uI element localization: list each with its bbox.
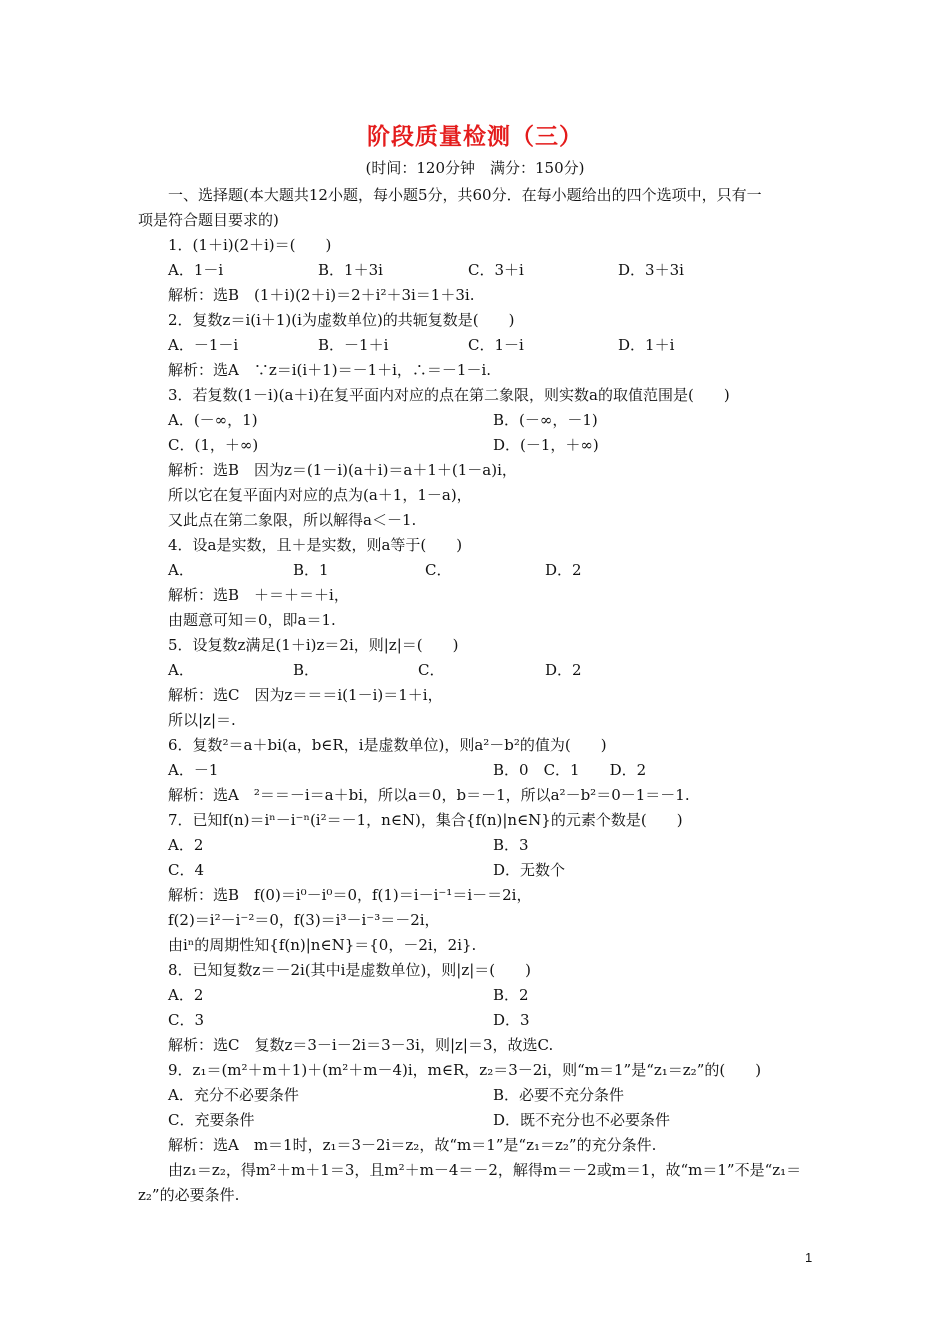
options-row bbox=[138, 858, 818, 883]
option-a: A． bbox=[168, 561, 194, 579]
option-d: D．(－1，＋∞) bbox=[493, 436, 599, 454]
option-c: C．3 bbox=[168, 1011, 205, 1029]
solution: 由z₁＝z₂，得m²＋m＋1＝3，且m²＋m－4＝－2，解得m＝－2或m＝1，故“m＝1”不是“z₁＝ bbox=[168, 1161, 802, 1179]
option-b: B．必要不充分条件 bbox=[493, 1086, 625, 1104]
option-b: B．1 bbox=[293, 561, 329, 579]
option-d: D．2 bbox=[545, 661, 582, 679]
page-number: 1 bbox=[805, 1250, 813, 1265]
option-c: C．(1，＋∞) bbox=[168, 436, 259, 454]
question-stem: 6．复数²＝a＋bi(a，b∈R，i是虚数单位)，则a²－b²的值为( ) bbox=[168, 736, 607, 754]
option-c: C．4 bbox=[168, 861, 205, 879]
solution: 又此点在第二象限，所以解得a＜－1. bbox=[168, 511, 417, 529]
page-title: 阶段质量检测（三） bbox=[367, 124, 583, 150]
exam-info: (时间：120分钟 满分：150分) bbox=[365, 159, 585, 177]
option-a: A． bbox=[168, 661, 194, 679]
solution: 解析：选C 复数z＝3－i－2i＝3－3i，则|z|＝3，故选C. bbox=[168, 1036, 554, 1054]
options-row bbox=[138, 758, 818, 783]
solution: 解析：选A m＝1时，z₁＝3－2i＝z₂，故“m＝1”是“z₁＝z₂”的充分条件. bbox=[168, 1136, 657, 1154]
option-a: A．－1－i bbox=[168, 336, 239, 354]
section-intro: 一、选择题(本大题共12小题，每小题5分，共60分．在每小题给出的四个选项中，只有一 bbox=[168, 186, 762, 204]
options-row bbox=[138, 1083, 818, 1108]
options-row bbox=[138, 1008, 818, 1033]
option-b: B．(－∞，－1) bbox=[493, 411, 598, 429]
question-stem: 7．已知f(n)＝iⁿ－i⁻ⁿ(i²＝－1，n∈N)，集合{f(n)|n∈N}的元素个数是( ) bbox=[168, 811, 683, 829]
option-d: D．既不充分也不必要条件 bbox=[493, 1111, 671, 1129]
option-d: D．2 bbox=[545, 561, 582, 579]
solution: 解析：选B (1＋i)(2＋i)＝2＋i²＋3i＝1＋3i. bbox=[168, 286, 475, 304]
option-c: C．3＋i bbox=[468, 261, 524, 279]
options-row bbox=[138, 833, 818, 858]
solution: 所以它在复平面内对应的点为(a＋1，1－a)， bbox=[168, 486, 472, 504]
question-stem: 9．z₁＝(m²＋m＋1)＋(m²＋m－4)i，m∈R，z₂＝3－2i，则“m＝1”是“z₁＝z₂”的( ) bbox=[168, 1061, 762, 1079]
options-row bbox=[138, 433, 818, 458]
options-row bbox=[138, 658, 818, 683]
option-d: D．3＋3i bbox=[618, 261, 684, 279]
solution: 解析：选B ＋＝＋＝＋i， bbox=[168, 586, 349, 604]
options-row bbox=[138, 1108, 818, 1133]
option-a: A．充分不必要条件 bbox=[168, 1086, 299, 1104]
option-bcd: B．0 C．1 D．2 bbox=[493, 761, 647, 779]
content bbox=[138, 183, 818, 1208]
option-b: B．3 bbox=[493, 836, 529, 854]
solution: f(2)＝i²－i⁻²＝0，f(3)＝i³－i⁻³＝－2i， bbox=[168, 911, 440, 929]
option-b: B．2 bbox=[493, 986, 529, 1004]
question-stem: 8．已知复数z＝－2i(其中i是虚数单位)，则|z|＝( ) bbox=[168, 961, 532, 979]
question-stem: 2．复数z＝i(i＋1)(i为虚数单位)的共轭复数是( ) bbox=[168, 311, 515, 329]
solution: 所以|z|＝. bbox=[168, 711, 236, 729]
option-b: B．－1＋i bbox=[318, 336, 389, 354]
option-d: D．无数个 bbox=[493, 861, 566, 879]
options-row bbox=[138, 983, 818, 1008]
section-intro-cont: 项是符合题目要求的) bbox=[138, 211, 279, 229]
option-d: D．3 bbox=[493, 1011, 530, 1029]
question-stem: 3．若复数(1－i)(a＋i)在复平面内对应的点在第二象限，则实数a的取值范围是( ) bbox=[168, 386, 730, 404]
solution: 由iⁿ的周期性知{f(n)|n∈N}＝{0，－2i，2i}. bbox=[168, 936, 477, 954]
solution: 解析：选A ∵z＝i(i＋1)＝－1＋i，∴＝－1－i. bbox=[168, 361, 492, 379]
option-d: D．1＋i bbox=[618, 336, 675, 354]
solution: 解析：选B f(0)＝i⁰－i⁰＝0，f(1)＝i－i⁻¹＝i－＝2i， bbox=[168, 886, 532, 904]
question-stem: 5．设复数z满足(1＋i)z＝2i，则|z|＝( ) bbox=[168, 636, 459, 654]
option-a: A．1－i bbox=[168, 261, 224, 279]
option-a: A．2 bbox=[168, 836, 204, 854]
question-stem: 1．(1＋i)(2＋i)＝( ) bbox=[168, 236, 332, 254]
option-a: A．(－∞，1) bbox=[168, 411, 258, 429]
options-row bbox=[138, 258, 818, 283]
option-c: C．充要条件 bbox=[168, 1111, 255, 1129]
option-c: C． bbox=[425, 561, 452, 579]
option-b: B． bbox=[293, 661, 320, 679]
solution: 解析：选A ²＝＝－i＝a＋bi，所以a＝0，b＝－1，所以a²－b²＝0－1＝－1. bbox=[168, 786, 690, 804]
option-c: C．1－i bbox=[468, 336, 524, 354]
option-b: B．1＋3i bbox=[318, 261, 383, 279]
options-row bbox=[138, 558, 818, 583]
option-a: A．－1 bbox=[168, 761, 219, 779]
options-row bbox=[138, 333, 818, 358]
solution: 由题意可知＝0，即a＝1. bbox=[168, 611, 336, 629]
solution: z₂”的必要条件. bbox=[138, 1186, 240, 1204]
options-row bbox=[138, 408, 818, 433]
option-c: C． bbox=[418, 661, 445, 679]
solution: 解析：选C 因为z＝＝＝i(1－i)＝1＋i， bbox=[168, 686, 443, 704]
question-stem: 4．设a是实数，且＋是实数，则a等于( ) bbox=[168, 536, 463, 554]
solution: 解析：选B 因为z＝(1－i)(a＋i)＝a＋1＋(1－a)i， bbox=[168, 461, 517, 479]
option-a: A．2 bbox=[168, 986, 204, 1004]
